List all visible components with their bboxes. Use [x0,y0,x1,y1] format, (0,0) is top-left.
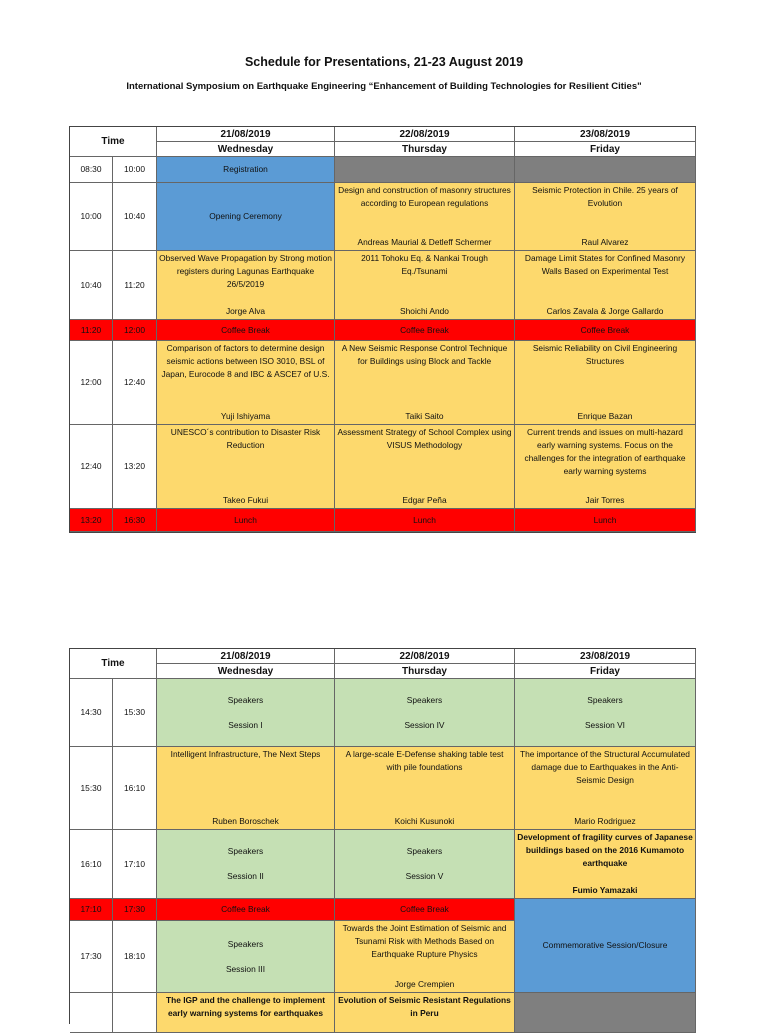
presenter-name: Andreas Maurial & Detleff Schermer [357,237,492,247]
coffee-break-cell: Coffee Break [335,320,515,341]
presentation-title: Seismic Protection in Chile. 25 years of Evolution [532,185,678,208]
weekday-header-3: Friday [515,664,696,679]
weekday-header-1: Wednesday [157,664,335,679]
time-end: 17:30 [113,899,157,921]
presentation-cell [335,921,515,993]
presentation-cell [515,183,696,251]
presenter-name: Taiki Saito [405,411,444,421]
presentation-cell [515,341,696,425]
presentation-cell [515,830,696,899]
speakers-session-cell [335,830,515,899]
coffee-break-cell: Coffee Break [157,899,335,921]
presentation-cell [157,747,335,830]
date-header-2: 22/08/2019 [335,127,515,142]
time-start: 11:20 [70,320,113,341]
page-title: Schedule for Presentations, 21-23 August 2019 [244,55,524,69]
time-start: 10:00 [70,183,113,251]
speakers-label: Speakers [406,846,443,856]
empty-cell [335,157,515,183]
presentation-cell [157,341,335,425]
presentation-cell [335,425,515,509]
presentation-title: Observed Wave Propagation by Strong motion registers during Lagunas Earthquake 26/5/2019 [159,253,332,289]
presentation-title: A New Seismic Response Control Technique for Buildings using Block and Tackle [341,343,508,366]
time-end: 12:00 [113,320,157,341]
registration-cell: Registration [157,157,335,183]
time-end: 16:30 [113,509,157,532]
session-label: Session V [405,871,444,881]
date-header-2: 22/08/2019 [335,649,515,664]
presentation-title: Intelligent Infrastructure, The Next Steps [170,749,321,759]
time-start: 17:10 [70,899,113,921]
presentation-title: Evolution of Seismic Resistant Regulations in Peru [338,995,511,1018]
time-start [70,993,113,1033]
speakers-label: Speakers [227,846,264,856]
presentation-title: Design and construction of masonry structures according to European regulations [338,185,511,208]
presentation-title: Assessment Strategy of School Complex using VISUS Methodology [337,427,512,450]
presenter-name: Enrique Bazan [577,411,633,421]
presenter-name: Yuji Ishiyama [220,411,271,421]
time-end: 10:40 [113,183,157,251]
weekday-header-3: Friday [515,142,696,157]
presentation-cell [335,341,515,425]
weekday-header-1: Wednesday [157,142,335,157]
page-subtitle: International Symposium on Earthquake Engineering “Enhancement of Building Technologies for Resilient Cities" [126,81,642,92]
time-end: 12:40 [113,341,157,425]
empty-cell [515,157,696,183]
presentation-title: Comparison of factors to determine design seismic actions between ISO 3010, BSL of Japan, Eurocode 8 and IBC & ASCE7 of U.S. [161,343,330,379]
speakers-label: Speakers [587,694,623,705]
lunch-cell: Lunch [335,509,515,532]
weekday-header-2: Thursday [335,142,515,157]
time-start: 12:40 [70,425,113,509]
time-start: 08:30 [70,157,113,183]
speakers-session-cell [157,921,335,993]
time-start: 16:10 [70,830,113,899]
speakers-session-cell [157,679,335,747]
presentation-cell [157,425,335,509]
date-header-1: 21/08/2019 [157,649,335,664]
time-start: 10:40 [70,251,113,320]
presenter-name: Jorge Crempien [394,979,455,989]
speakers-label: Speakers [227,694,264,705]
presentation-title: 2011 Tohoku Eq. & Nankai Trough Eq./Tsunami [361,253,488,276]
presentation-title: Towards the Joint Estimation of Seismic and Tsunami Risk with Methods Based on Earthquake Rupture Physics [342,923,507,959]
presentation-title: Damage Limit States for Confined Masonry Walls Based on Experimental Test [524,253,686,276]
session-label: Session II [227,871,264,881]
closure-session-cell: Commemorative Session/Closure [515,899,696,993]
speakers-session-cell [157,830,335,899]
presentation-cell [157,251,335,320]
presenter-name: Fumio Yamazaki [572,885,638,895]
coffee-break-cell: Coffee Break [157,320,335,341]
time-end: 18:10 [113,921,157,993]
presenter-name: Jorge Alva [225,306,266,316]
schedule-table-2 [69,648,696,1024]
presentation-title: UNESCO´s contribution to Disaster Risk Reduction [170,427,321,450]
time-header: Time [70,127,157,157]
presenter-name: Koichi Kusunoki [394,816,455,826]
lunch-cell: Lunch [515,509,696,532]
presenter-name: Raul Alvarez [581,237,629,247]
opening-ceremony-cell: Opening Ceremony [157,183,335,251]
speakers-label: Speakers [227,938,264,949]
presentation-cell [515,425,696,509]
time-end: 10:00 [113,157,157,183]
time-start: 14:30 [70,679,113,747]
time-end: 13:20 [113,425,157,509]
schedule-table-1 [69,126,696,533]
presentation-title: Current trends and issues on multi-hazard early warning systems. Focus on the challenges for the integration of earthquake early warning systems [524,427,686,476]
empty-cell [515,993,696,1033]
time-end: 16:10 [113,747,157,830]
presenter-name: Takeo Fukui [222,495,269,505]
presentation-title: Development of fragility curves of Japanese buildings based on the 2016 Kumamoto earthquake [517,832,693,868]
presentation-cell [157,993,335,1033]
presenter-name: Jair Torres [585,495,625,505]
presenter-name: Ruben Boroschek [212,816,279,826]
session-label: Session III [225,963,266,974]
presenter-name: Edgar Peña [402,495,447,505]
time-header: Time [70,649,157,679]
session-label: Session IV [404,719,445,730]
time-end [113,993,157,1033]
date-header-3: 23/08/2019 [515,127,696,142]
coffee-break-cell: Coffee Break [515,320,696,341]
speakers-session-cell [515,679,696,747]
speakers-label: Speakers [406,694,443,705]
time-start: 15:30 [70,747,113,830]
presentation-title: Seismic Reliability on Civil Engineering Structures [532,343,678,366]
time-end: 15:30 [113,679,157,747]
presentation-cell [335,251,515,320]
session-label: Session VI [584,719,626,730]
presentation-cell [335,993,515,1033]
presenter-name: Mario Rodriguez [574,816,636,826]
date-header-1: 21/08/2019 [157,127,335,142]
time-start: 13:20 [70,509,113,532]
presentation-title: The importance of the Structural Accumulated damage due to Earthquakes in the Anti-Seismic Design [520,749,690,785]
presentation-cell [515,251,696,320]
time-start: 17:30 [70,921,113,993]
session-label: Session I [228,719,263,730]
presentation-cell [515,747,696,830]
time-end: 11:20 [113,251,157,320]
presenter-name: Carlos Zavala & Jorge Gallardo [546,306,664,316]
time-start: 12:00 [70,341,113,425]
presentation-cell [335,747,515,830]
presentation-cell [335,183,515,251]
time-end: 17:10 [113,830,157,899]
presentation-title: A large-scale E-Defense shaking table test with pile foundations [345,749,504,772]
speakers-session-cell [335,679,515,747]
date-header-3: 23/08/2019 [515,649,696,664]
coffee-break-cell: Coffee Break [335,899,515,921]
weekday-header-2: Thursday [335,664,515,679]
presenter-name: Shoichi Ando [400,306,449,316]
lunch-cell: Lunch [157,509,335,532]
presentation-title: The IGP and the challenge to implement early warning systems for earthquakes [166,995,325,1018]
